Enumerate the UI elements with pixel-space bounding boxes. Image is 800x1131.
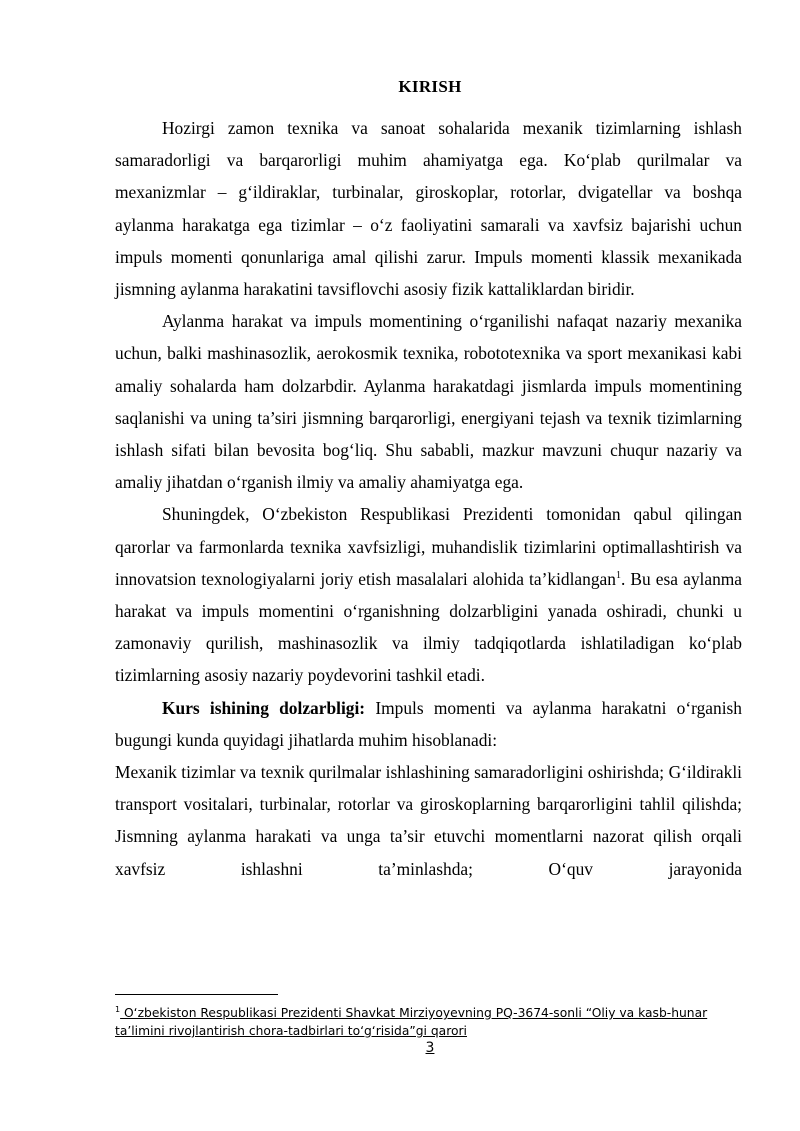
paragraph-relevance: Aylanma harakat va impuls momentining o‘rganilishi nafaqat nazariy mexanika uchun, balki mashinasozlik, aerokosmik texnika, robototexnika va sport mexanikasi kabi amaliy sohalarda ham dolzarbdir. Aylanma harakatdagi jismlarda impuls momentining saqlanishi va uning ta’siri jismning barqarorligi, energiyani tejash va texnik tizimlarning ishlash sifati bilan bevosita bog‘liq. Shu sababli, mazkur mavzuni chuqur nazariy va amaliy jihatdan o‘rganish ilmiy va amaliy ahamiyatga ega.	[115, 311, 742, 493]
footnote-reference[interactable]: 1	[615, 570, 621, 582]
paragraph-aspects: Mexanik tizimlar va texnik qurilmalar ishlashining samaradorligini oshirishda; G‘ildirakli transport vositalari, turbinalar, rotorlar va giroskoplarning barqarorligini tahlil qilishda; Jismning aylanma harakati va unga ta’sir etuvchi momentlarni nazorat qilish orqali xavfsiz ishlashni ta’minlashda; O‘quv jarayonida	[115, 762, 742, 879]
footnote-marker: 1	[115, 1004, 121, 1014]
paragraph-decrees	[115, 498, 742, 691]
paragraph-course-relevance	[115, 692, 742, 756]
footnote-separator	[115, 994, 278, 995]
page-title: KIRISH	[398, 77, 462, 96]
page-number: 3	[425, 1040, 435, 1056]
body-text	[115, 112, 742, 885]
paragraph-intro: Hozirgi zamon texnika va sanoat sohalarida mexanik tizimlarning ishlash samaradorligi va barqarorligi muhim ahamiyatga ega. Ko‘plab qurilmalar va mexanizmlar – g‘ildiraklar, turbinalar, giroskoplar, rotorlar, dvigatellar va boshqa aylanma harakatga ega tizimlar – o‘z faoliyatini samarali va xavfsiz bajarishi uchun impuls momenti qonunlariga amal qilishi zarur. Impuls momenti klassik mexanikada jismning aylanma harakatini tavsiflovchi asosiy fizik kattaliklardan biridir.	[115, 118, 742, 300]
paragraph-decrees-text-2: . Bu esa aylanma harakat va impuls momentini o‘rganishning dolzarbligini yanada oshiradi, chunki u zamonaviy qurilish, mashinasozlik va ilmiy tadqiqotlarda ishlatiladigan ko‘plab tizimlarning asosiy nazariy poydevorini tashkil etadi.	[115, 568, 743, 686]
course-relevance-text: Impuls momenti va aylanma harakatni o‘rganish bugungi kunda quyidagi jihatlarda muhim hisoblanadi:	[115, 697, 742, 750]
footnote-text: O‘zbekiston Respublikasi Prezidenti Shavkat Mirziyoyevning PQ-3674-sonli “Oliy va kasb-hunar ta’limini rivojlantirish chora-tadbirlari to‘g‘risida”gi qarori	[115, 1006, 708, 1038]
footnote	[115, 1004, 755, 1040]
paragraph-decrees-text-1: Shuningdek, O‘zbekiston Respublikasi Prezidenti tomonidan qabul qilingan qarorlar va farmonlarda texnika xavfsizligi, muhandislik tizimlarini optimallashtirish va innovatsion texnologiyalarni joriy etish masalalari alohida ta’kidlangan	[115, 504, 742, 589]
course-relevance-heading: Kurs ishining dolzarbligi:	[162, 697, 366, 718]
